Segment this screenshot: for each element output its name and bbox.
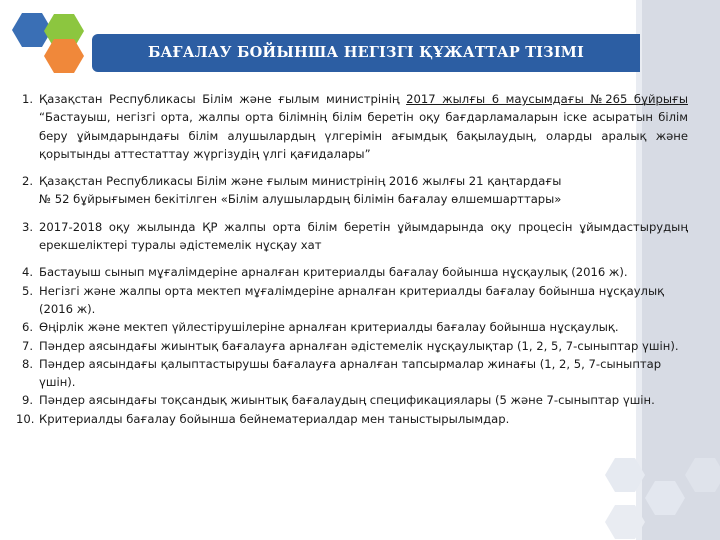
- item-number: 3.: [22, 219, 34, 234]
- list-item: [22, 355, 688, 392]
- item-text: Өңірлік және мектеп үйлестірушілеріне арналған критериалды бағалау бойынша нұсқаулық.: [39, 320, 619, 335]
- item-number: 7.: [22, 338, 34, 353]
- item-prefix: Қазақстан Республикасы Білім және ғылым министрінің: [39, 92, 407, 106]
- page-title: БАҒАЛАУ БОЙЫНША НЕГІЗГІ ҚҰЖАТТАР ТІЗІМІ: [147, 44, 585, 61]
- list-item: [16, 410, 688, 428]
- item-number: 5.: [22, 283, 34, 298]
- item-text: Пәндер аясындағы қалыптастырушы бағалауға арналған тапсырмалар жинағы (1, 2, 5, 7-сыныптар үшін).: [39, 356, 662, 390]
- item-text: Критериалды бағалау бойынша бейнематериалдар мен таныстырылымдар.: [39, 411, 510, 426]
- order-link[interactable]: 2017 жылғы 6 маусымдағы №265 бұйрығы: [406, 92, 688, 106]
- list-item: [22, 172, 688, 209]
- item-line: Қазақстан Республикасы Білім және ғылым министрінің 2016 жылғы 21 қаңтардағы: [39, 174, 562, 189]
- list-item: [22, 263, 688, 281]
- item-text: [39, 90, 688, 163]
- list-item: [22, 318, 688, 336]
- title-bar: [92, 34, 640, 72]
- list-item: [22, 90, 688, 163]
- item-text: [39, 172, 688, 209]
- hexagon-orange-icon: [44, 39, 84, 73]
- item-number: 1.: [22, 92, 34, 106]
- item-text: Пәндер аясындағы тоқсандық жиынтық бағалаудың спецификациялары (5 және 7-сыныптар үшін.: [39, 393, 655, 408]
- decorative-hexagon-pattern: [545, 440, 720, 540]
- list-item: [22, 282, 688, 319]
- item-number: 4.: [22, 265, 34, 280]
- item-number: 6.: [22, 320, 34, 335]
- item-text: 2017-2018 оқу жылында ҚР жалпы орта білім беретін ұйымдарында оқу процесін ұйымдастырудың ерекшеліктері туралы әдістемелік нұсқау хат: [39, 219, 688, 253]
- item-number: 2.: [22, 174, 34, 189]
- item-text: Негізгі және жалпы орта мектеп мұғалімдеріне арналған критериалды бағалау бойынша нұсқаулық (2016 ж).: [39, 283, 665, 316]
- item-suffix: “Бастауыш, негізгі орта, жалпы орта білімнің білім беретін оқу бағдарламаларын іске асыратын білім беру ұйымдарындағы білім алушылардың үлгерімін ағымдық бақылаудың, оларды аралық және қорытынды аттестаттау жүргізудің үлгі қағидалары”: [39, 110, 688, 161]
- item-number: 10.: [16, 411, 35, 426]
- list-item: [22, 391, 688, 409]
- list-item: [22, 218, 688, 255]
- document-list: [16, 90, 688, 428]
- item-text: Пәндер аясындағы жиынтық бағалауға арналған әдістемелік нұсқаулықтар (1, 2, 5, 7-сыныптар үшін).: [39, 338, 679, 353]
- item-text: Бастауыш сынып мұғалімдеріне арналған критериалды бағалау бойынша нұсқаулық (2016 ж).: [39, 265, 628, 280]
- item-number: 9.: [22, 393, 34, 408]
- item-line: № 52 бұйрығымен бекітілген «Білім алушылардың білімін бағалау өлшемшарттары»: [39, 192, 562, 207]
- list-item: [22, 337, 688, 355]
- item-number: 8.: [22, 356, 34, 371]
